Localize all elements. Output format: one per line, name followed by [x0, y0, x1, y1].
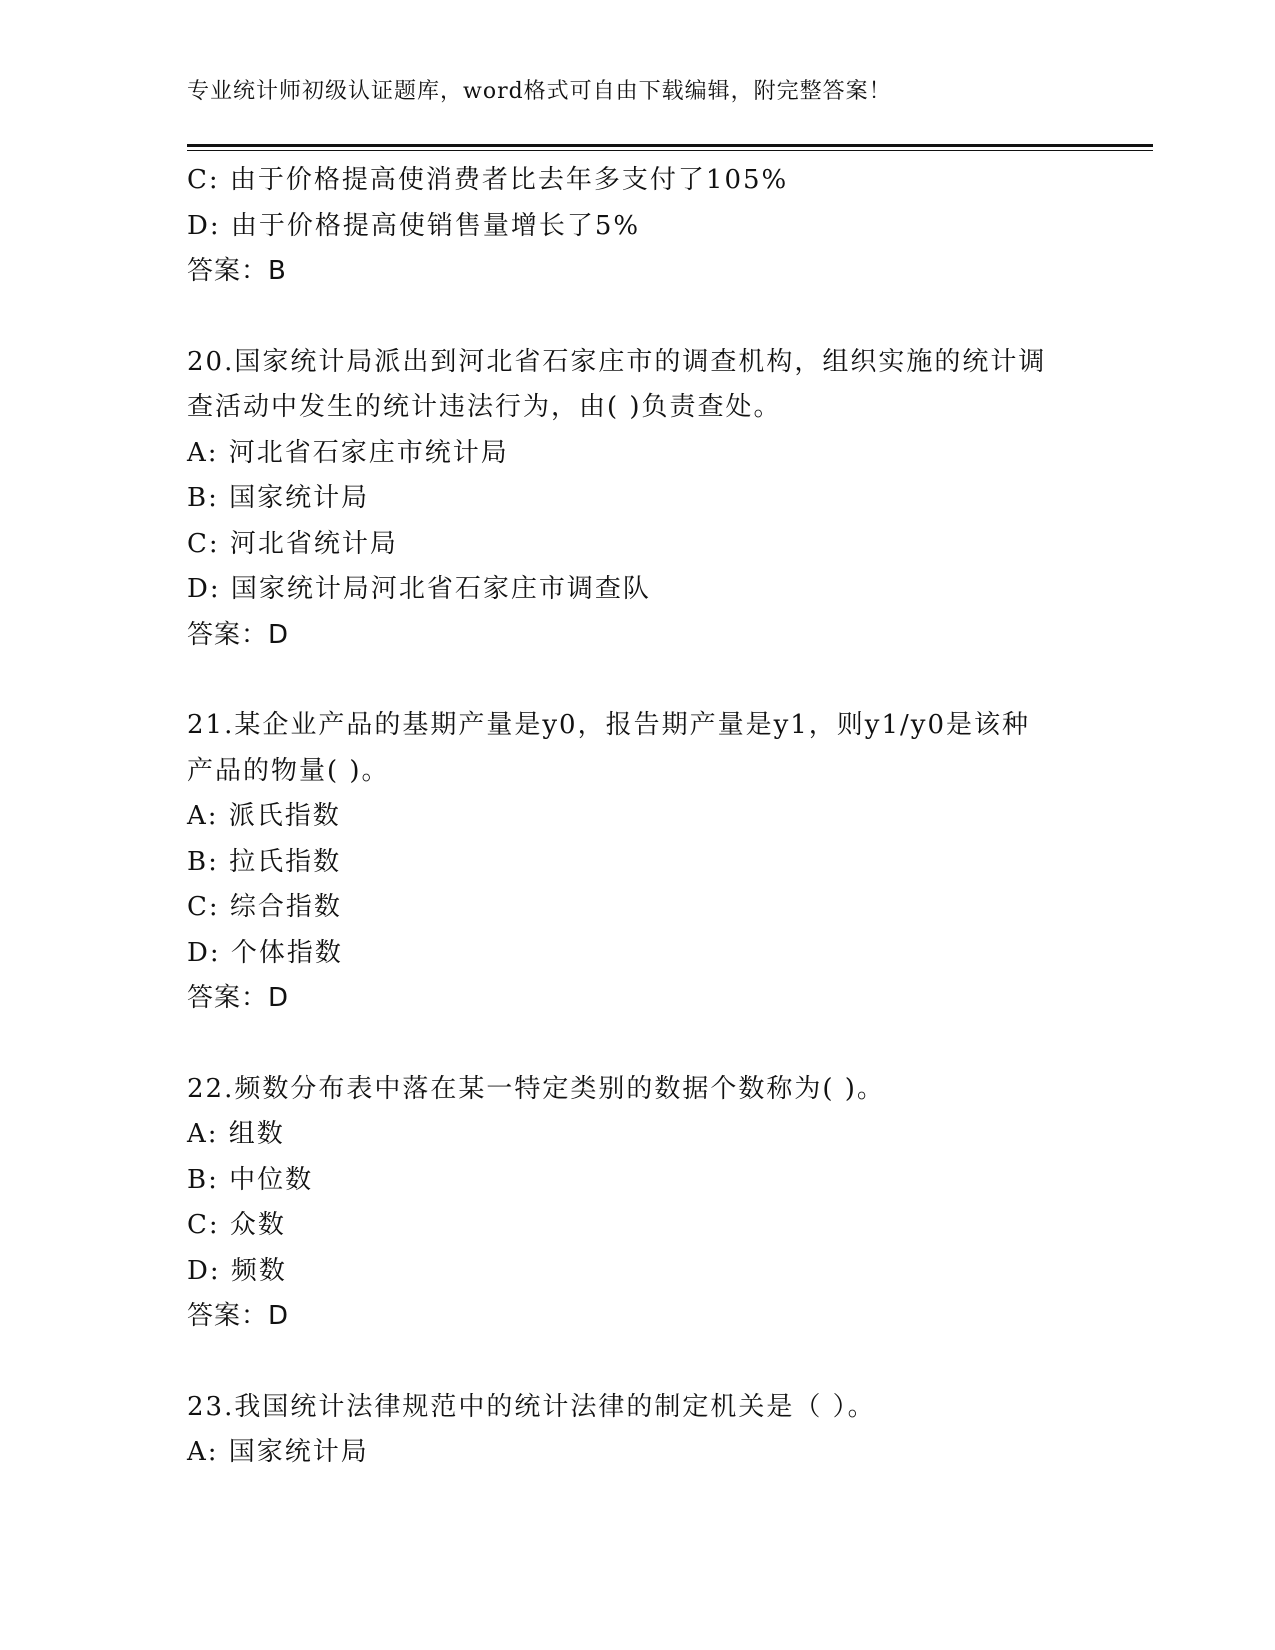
question-block-23 [187, 1385, 1147, 1476]
spacer [187, 295, 1147, 340]
question-block-22 [187, 1067, 1147, 1340]
question-stem-line: 22.频数分布表中落在某一特定类别的数据个数称为( )。 [187, 1073, 885, 1104]
question-block-21 [187, 703, 1147, 1022]
answer-line: 答案：B [187, 256, 287, 286]
question-stem-line: 20.国家统计局派出到河北省石家庄市的调查机构，组织实施的统计调 [187, 346, 1047, 377]
page-header: 专业统计师初级认证题库，word格式可自由下载编辑，附完整答案！ [187, 79, 892, 104]
answer-line: 答案：D [187, 983, 290, 1013]
option-a: A: 河北省石家庄市统计局 [187, 437, 509, 468]
option-a: A: 派氏指数 [187, 801, 341, 831]
question-block-20 [187, 340, 1147, 659]
option-b: B: 国家统计局 [187, 483, 370, 513]
option-c: C: 众数 [187, 1210, 286, 1240]
question-stem-line: 23.我国统计法律规范中的统计法律的制定机关是（ ）。 [187, 1391, 876, 1422]
option-c: C: 由于价格提高使消费者比去年多支付了105% [187, 165, 789, 195]
option-d: D: 频数 [187, 1255, 287, 1286]
spacer [187, 1340, 1147, 1385]
spacer [187, 1022, 1147, 1067]
option-b: B: 中位数 [187, 1164, 314, 1195]
question-stem-line: 产品的物量( )。 [187, 755, 390, 786]
question-stem-line: 查活动中发生的统计违法行为，由( )负责查处。 [187, 392, 782, 422]
question-block-19 [187, 158, 1147, 295]
option-c: C: 综合指数 [187, 892, 342, 922]
option-a: A: 组数 [187, 1119, 285, 1149]
option-b: B: 拉氏指数 [187, 846, 342, 877]
answer-line: 答案：D [187, 619, 290, 650]
question-stem-line: 21.某企业产品的基期产量是y0，报告期产量是y1，则y1/y0是该种 [187, 710, 1031, 740]
option-d: D: 个体指数 [187, 937, 343, 968]
spacer [187, 658, 1147, 703]
answer-line: 答案：D [187, 1301, 290, 1331]
question-list [187, 158, 1147, 1476]
option-d: D: 国家统计局河北省石家庄市调查队 [187, 574, 651, 604]
option-d: D: 由于价格提高使销售量增长了5% [187, 210, 641, 241]
option-c: C: 河北省统计局 [187, 528, 398, 559]
header-divider [187, 144, 1153, 151]
option-a: A: 国家统计局 [187, 1437, 369, 1467]
